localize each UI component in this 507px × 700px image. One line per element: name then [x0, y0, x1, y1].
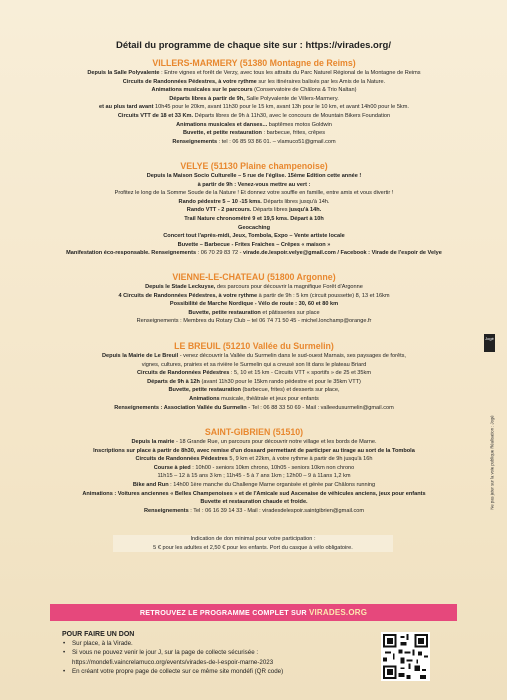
- list-item: • Si vous ne pouvez venir le jour J, sur la page de collecte sécurisée : https://mondefi.vaincrelamuco.org/events/virades-de-l-espoir-marne-2023: [72, 648, 372, 667]
- site-title: LE BREUIL (51210 Vallée du Surmelin): [174, 341, 334, 351]
- qr-code-icon[interactable]: [381, 632, 430, 681]
- site-velye: VELYE (51130 Plaine champenoise) Depuis la Maison Socio Culturelle – 5 rue de l'église. 15ème Edition cette année ! à partir de 9h : Venez-vous mettre au vert : Profitez le long de la Somme Soude de la Nature ! Et donnez votre souffle en famille, entre amis et vous divertir ! Rando pédestre 5 – 10 -15 kms. Départs libres jusqu'à 14h. Rando VTT - 2 parcours. Départs libres jusqu'à 14h. Trail Nature chronométré 9 et 19,5 kms. Départ à 10h Geocaching Concert tout l'après-midi, Jeux, Tombola, Expo – Vente artiste locale Buvette – Barbecue - Frites Fraiches – Crêpes « maison » Manifestation éco-responsable. Renseignements : 06 70 29 83 72 - virade.de.lespoir.velye@gmail.com / Facebook : Virade de l'espoir de Velye: [30, 161, 478, 258]
- donation-title: POUR FAIRE UN DON: [62, 631, 135, 638]
- site-title: SAINT-GIBRIEN (51510): [204, 427, 304, 437]
- list-item: • En créant votre propre page de collecte sur ce même site mondéfi (QR code): [72, 667, 372, 676]
- collect-link[interactable]: https://mondefi.vaincrelamuco.org/events/virades-de-l-espoir-marne-2023: [72, 658, 274, 666]
- site-title: VIENNE-LE-CHATEAU (51800 Argonne): [172, 272, 336, 282]
- jogé-logo-icon: Jogé: [484, 334, 495, 352]
- virades-link[interactable]: VIRADES.ORG: [308, 608, 368, 617]
- site-le-breuil: LE BREUIL (51210 Vallée du Surmelin) Depuis la Mairie de Le Breuil - venez découvrir la Vallée du Surmelin dans le sud-ouest Marnais, ses paysages de forêts, vignes, cultures, prairies et sa rivière le Surmelin qui a creusé son lit dans le plateau Briard Circuits de Randonnées Pédestres : 5, 10 et 15 km - Circuits VTT « sportifs » de 25 et 35km Départs de 9h à 12h (avant 11h30 pour le 15km rando pédestre et pour le 35km VTT) Buvette, petite restauration (barbecue, frites) et desserts sur place, Animations musicale, théâtrale et jeux pour enfants Renseignements : Association Vallée du Surmelin - Tel : 06 88 33 50 69 - Mail : valleedusurmelin@gmail.com: [30, 341, 478, 412]
- program-banner: RETROUVEZ LE PROGRAMME COMPLET SUR VIRADES.ORG: [50, 604, 457, 621]
- side-strip: [482, 320, 498, 620]
- site-saint-gibrien: SAINT-GIBRIEN (51510) Depuis la mairie - 18 Grande Rue, un parcours pour découvrir notre village et les bords de Marne. Inscriptions sur place à partir de 8h30, avec remise d'un dossard permettant de participer au tirage au sort de la Tombola Circuits de Randonnées Pédestres 5, 9 km et 22km, à votre rythme à partir de 9h jusqu'à 16h Course à pied : 10h00 - seniors 10km chrono, 10h05 - seniors 10km non chrono 11h15 – 12 à 15 ans 3 km ; 11h45 - 5 à 7 ans 1km ; 12h00 – 9 à 11ans 1,2 km Bike and Run : 14h00 1ère manche du Challenge Marne organisée et gérée par Châlons running Animations : Voitures anciennes « Belles Champenoises » et de l'Amicale sud Ascenaise de véhicules anciens, jeux pour enfants Buvette et restauration chaude et froide. Renseignements : Tel : 06 16 39 14 33 - Mail : viradesdelespoir.saintgibrien@gmail.com: [30, 427, 478, 515]
- page-title: Détail du programme de chaque site sur : https://virades.org/: [115, 40, 392, 51]
- site-title: VILLERS-MARMERY (51380 Montagne de Reims): [152, 58, 356, 68]
- site-vienne-le-chateau: VIENNE-LE-CHATEAU (51800 Argonne) Depuis le Stade Leckuyse, des parcours pour découvrir la magnifique Forêt d'Argonne 4 Circuits de Randonnées Pédestres, à votre rythme à partir de 9h : 5 km (circuit poussette) 8, 13 et 16km Possibilité de Marche Nordique - Vélo de route : 30, 60 et 80 km Buvette, petite restauration et pâtisseries sur place Renseignements : Membres du Rotary Club – tel 06 74 71 50 45 - michel.lonchamp@orange.fr: [30, 272, 478, 326]
- site-title: VELYE (51130 Plaine champenoise): [180, 161, 328, 171]
- donation-note: Indication de don minimal pour votre participation : 5 € pour les adultes et 2,50 € pour les enfants. Port du casque à vélo obligatoire.: [113, 535, 393, 552]
- site-villers-marmery: VILLERS-MARMERY (51380 Montagne de Reims) Depuis la Salle Polyvalente : Entre vignes et forêt de Verzy, avec tous les attraits du Parc Naturel Régional de la Montagne de Reims Circuits de Randonnées Pédestres, à votre rythme sur les itinéraires balisés par les Amis de la Nature. Animations musicales sur le parcours (Conservatoire de Châlons & Trio Naltan) Départs libres à partir de 9h, Salle Polyvalente de Villers-Marmery. et au plus tard avant 10h45 pour le 20km, avant 11h30 pour le 15 km, avant 13h pour le 10 km, et avant 14h00 pour le 5km. Circuits VTT de 18 et 33 Km. Départs libres de 9h à 11h30, avec le concours de Mountain Bikers Foundation Animations musicales et danses... baptêmes motos Goldwin Buvette, et petite restauration : barbecue, frites, crêpes Renseignements : tel : 06 85 93 86 01. – vlamuco51@gmail.com: [30, 58, 478, 146]
- list-item: • Sur place, à la Virade.: [72, 639, 372, 648]
- side-notice: Ne pas jeter sur la voie publique Réalisation : Jogé: [489, 415, 495, 510]
- donation-section: [62, 630, 372, 677]
